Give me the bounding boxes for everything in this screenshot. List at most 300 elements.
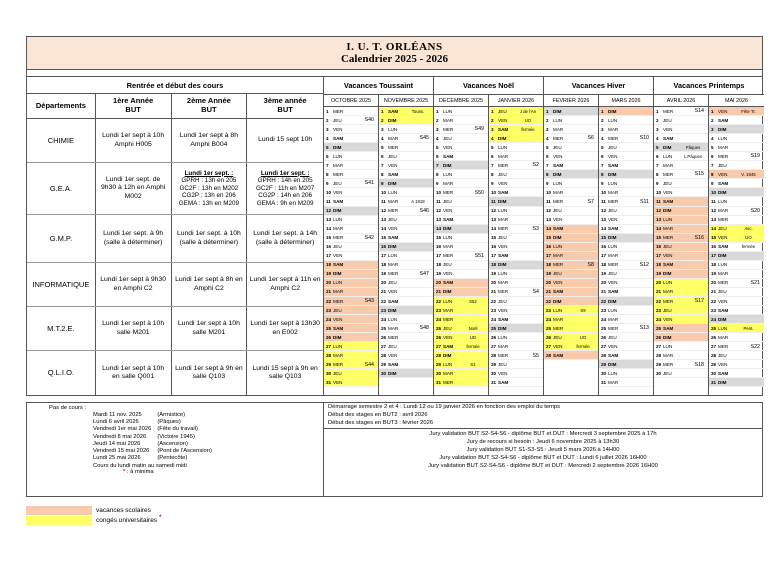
day-note: UD [469,334,477,340]
calendar-day: 17 MER [434,252,488,261]
holiday-row: Vendredi 1er mai 2026 (Fête du travail) [93,426,198,433]
calendar-day: 9 JEU [324,179,378,188]
calendar-day: 28 MAR [324,351,378,360]
calendar-day: 20 MER [709,279,764,288]
title-line2: Calendrier 2025 - 2026 [340,53,449,65]
calendar-day: 1 SAM Touss. [379,107,433,116]
day-note: J de l'An [519,108,537,114]
semester-note: Début des stages en BUT2 : avril 2026 [328,411,428,418]
calendar-day: 15 MER [654,234,708,243]
calendar-day: 19 JEU [544,270,598,279]
day-note: S9 [580,307,586,313]
calendar-day: 13 JEU [379,216,433,225]
calendar-day: 11 JEU [434,197,488,206]
calendar-day: 22 DIM [544,297,598,306]
year3-info: Lundi 15 sept 10h [258,136,313,144]
year1-info: Lundi 1er sept à 10h salle M201 [96,307,172,350]
title-box [26,36,763,70]
calendar-day: 17 DIM [709,252,764,261]
week-number: S11 [639,198,649,205]
week-number: S40 [364,117,374,124]
calendar-day: 13 VEN [599,216,653,225]
calendar-day: 20 SAM [434,279,488,288]
calendar-day: 8 SAM [379,170,433,179]
calendar-day: 7 SAM [544,161,598,170]
calendar-day: 22 MER [654,297,708,306]
calendar-day: 23 LUN [599,306,653,315]
calendar-day: 20 LUN [324,279,378,288]
calendar-day: 9 LUN [599,179,653,188]
week-number: S4 [532,289,539,296]
dates-section [324,403,762,496]
day-note: Pent. [743,325,754,331]
calendar-day: 28 DIM [434,351,488,360]
calendar-day: 1 MER [654,107,708,116]
day-note: S52 [469,298,477,304]
calendar-day: 18 LUN [709,261,764,270]
calendar-day: 16 VEN [489,243,543,252]
week-number: S7 [587,198,594,205]
rentree-section [27,77,324,395]
calendar-day: 3 SAM fermée [489,125,543,134]
calendar-day: 25 SAM [324,324,378,333]
calendar-day: 17 LUN [379,252,433,261]
calendar-day: 6 SAM [434,152,488,161]
year3-info: Lundi 1er sept à 13h30 en E002 [250,320,320,336]
calendar-day: 26 DIM [654,333,708,342]
departements-header: Départements [27,94,96,118]
year1-info: Lundi 1er sept à 10h en salle Q001 [96,351,172,395]
calendar-day: 24 SAM [489,315,543,324]
week-number: S10 [639,135,649,142]
vacation-header: Vacances Noël [434,77,544,94]
calendar-day: 20 LUN [654,279,708,288]
calendar-day: 25 MER [599,324,653,333]
month-column [379,107,434,395]
calendar-day: 21 SAM [544,288,598,297]
calendar-day: 15 LUN [434,234,488,243]
legend [26,505,161,525]
calendar-day: 22 LUN S52 [434,297,488,306]
department-name: INFORMATIQUE [27,263,96,306]
calendar-day: 12 MER [379,207,433,216]
calendar-day: 22 VEN [709,297,764,306]
calendar-day: 5 JEU [544,143,598,152]
calendar-day: 11 SAM [324,197,378,206]
legend-vacances: vacances scolaires [26,505,161,515]
calendar-day: 10 LUN [379,188,433,197]
calendar-day: 16 JEU [324,243,378,252]
calendar-day: 3 LUN [379,125,433,134]
calendar-day: 23 LUN S9 [544,306,598,315]
calendar-day: 21 JEU [709,288,764,297]
calendar-day: 9 DIM [379,179,433,188]
calendar-day: 15 SAM [379,234,433,243]
calendar-day: 13 VEN [544,216,598,225]
jury-note: Jury de recours si besoin : Jeudi 6 novembre 2025 à 13h30 [466,439,620,446]
jury-note: Jury validation BUT S2-S4-S6 - diplôme BUT et DUT : Lundi 6 juillet 2026 16H00 [439,454,647,461]
calendar-day: 16 LUN [599,243,653,252]
calendar-day: 16 LUN [544,243,598,252]
calendar-day: 5 VEN [434,143,488,152]
calendar-day: 14 VEN [379,225,433,234]
semester-note: Démarrage semestre 2 et 4 : Lundi 12 ou 19 janvier 2026 en fonction des emploi du temps [328,404,561,410]
calendar-day: 17 MAR [544,252,598,261]
month-column [599,107,654,395]
calendar-day: 5 MAR [709,143,764,152]
calendar-day: 1 LUN [434,107,488,116]
calendar-day: 21 MAR [324,288,378,297]
calendar-day: 21 MAR [654,288,708,297]
month-header: OCTOBRE 2025 [324,95,379,106]
calendar-day: 26 JEU UO [544,333,598,342]
calendar-day: 31 VEN [324,378,378,387]
day-note: UO [745,235,752,241]
week-number: S14 [694,108,704,114]
holiday-row: Mardi 11 nov. 2025 (Armistice) [93,412,186,418]
calendar-day: 23 DIM [379,306,433,315]
calendar-day: 4 MER [544,134,598,143]
calendar-day: 12 DIM [324,207,378,216]
calendar-day: 28 SAM [599,351,653,360]
month-header: AVRIL 2026 [654,95,709,106]
calendar-day: 12 JEU [544,207,598,216]
calendar-day: 28 JEU [709,351,764,360]
calendar-day: 12 DIM [654,207,708,216]
calendar-day: 28 VEN [379,351,433,360]
holiday-row: Lundi 6 avril 2026 (Pâques) [93,419,181,426]
calendar-day: 24 MER [434,315,488,324]
calendar-day: 9 MAR [434,179,488,188]
week-number: S6 [587,135,594,142]
year2-info: Lundi 1er sept à 8h en Amphi C2 [172,263,248,306]
calendar-day: 6 JEU [379,152,433,161]
calendar-day: 8 MER [324,170,378,179]
department-row [27,119,323,163]
month-header: MAI 2026 [709,95,764,106]
department-row [27,215,323,263]
calendar-day: 19 MAR [709,270,764,279]
calendar-day: 5 LUN [489,143,543,152]
calendar-day: 15 JEU [489,234,543,243]
calendar-day: 23 VEN [489,306,543,315]
year2-header: 2ème Année BUT [172,94,248,118]
week-number: S43 [364,298,374,305]
calendar-day: 5 MER [379,143,433,152]
calendar-day: 13 LUN [654,216,708,225]
rentree-header: Rentrée et début des cours [27,77,323,94]
calendar-day: 8 VEN V. 1945 [709,170,764,179]
calendar-day: 3 DIM [709,125,764,134]
calendar-day: 3 MAR [544,125,598,134]
calendar-day: 22 SAM [379,297,433,306]
day-note: fermée [466,343,480,349]
calendar-day: 10 DIM [709,188,764,197]
year1-info: Lundi 1er sept. à 9h (salle à déterminer) [96,215,172,262]
department-row [27,307,323,351]
calendar-day: 24 DIM [709,315,764,324]
day-note: A 1918 [411,198,425,204]
calendar-day: 1 JEU J de l'An [489,107,543,116]
calendar-day: 5 DIM Pâques [654,143,708,152]
calendar-day: 23 JEU [324,306,378,315]
calendar-day: 2 LUN [599,116,653,125]
calendar-day: 15 MER [324,234,378,243]
calendar-day: 29 JEU [489,360,543,369]
calendar-day: 10 MAR [599,188,653,197]
calendar-day: 11 SAM [654,197,708,206]
week-number: S19 [750,153,760,160]
calendar-day: 27 LUN [324,342,378,351]
calendar-day: 18 JEU [434,261,488,270]
week-number: S22 [750,343,760,350]
calendar-day: 26 MER [379,333,433,342]
year1-info: Lundi 1er sept à 9h30 en Amphi C2 [96,263,172,306]
calendar-day: 15 DIM [544,234,598,243]
calendar-day: 19 JEU [599,270,653,279]
calendar-day: 17 MAR [599,252,653,261]
calendar-day: 30 DIM [379,369,433,378]
week-number: S13 [639,325,649,332]
calendar-day: 22 MER [324,297,378,306]
calendar-day: 4 JEU [434,134,488,143]
calendar-day: 9 SAM [709,179,764,188]
month-header: DECEMBRE 2025 [434,95,489,106]
calendar-day: 8 DIM [599,170,653,179]
calendar-day: 5 DIM [324,143,378,152]
calendar-day: 17 VEN [324,252,378,261]
calendar-day: 22 JEU [489,297,543,306]
calendar-day: 13 MER [709,216,764,225]
jury-note: Jury validation BUT S1-S3-S5 : Jeudi 5 mars 2026 à 14H00 [466,447,620,454]
footer [26,402,763,497]
calendar-day: 9 JEU [654,179,708,188]
department-name: M.T.2.E. [27,307,96,350]
calendar-day: 17 VEN [654,252,708,261]
department-name: Q.L.I.O. [27,351,96,395]
calendar-day: 14 SAM [599,225,653,234]
calendar-day: 17 SAM [489,252,543,261]
calendar-day: 21 DIM [434,288,488,297]
jury-note: Jury validation BUT S2-S4-S6 - diplôme BUT et DUT : Mercredi 2 septembre 2026 16H00 [428,462,658,469]
no-class-label: Pas de cours : [49,405,87,411]
calendar-day: 15 VEN UO [709,234,764,243]
calendar-day: 16 MAR [434,243,488,252]
main-table [26,76,763,396]
calendar-day: 24 LUN [379,315,433,324]
calendar-day: 29 LUN S1 [434,360,488,369]
calendar-day: 21 VEN [379,288,433,297]
month-column [544,107,599,395]
calendar-day: 8 MER [654,170,708,179]
holiday-row: Vendredi 8 mai 2026 (Victoire 1945) [93,433,195,440]
holiday-row: Vendredi 15 mai 2026 (Pont de l'Ascension) [93,448,212,455]
calendar-day: 7 MER [489,161,543,170]
calendar-day: 30 VEN [489,369,543,378]
calendar-day: 31 MAR [599,378,653,387]
calendar-day: 14 MAR [324,225,378,234]
samedi-note: Cours du lundi matin au samedi midi [93,462,187,469]
calendar-day: 21 MER [489,288,543,297]
calendar-day: 27 MAR [489,342,543,351]
calendar-day: 18 MER [599,261,653,270]
calendar-day: 1 DIM [599,107,653,116]
calendar-day: 30 JEU [324,369,378,378]
month-column [324,107,379,395]
year2-info: Lundi 1er sept. à 10h (salle à déterminer) [172,215,248,262]
calendar-day: 4 SAM [324,134,378,143]
calendar-day: 20 JEU [379,279,433,288]
calendar-day: 29 SAM [379,360,433,369]
calendar-day: 4 MAR [379,134,433,143]
calendar-day: 10 MAR [544,188,598,197]
day-note: fermée [576,343,590,349]
day-note: Touss. [411,108,425,114]
calendar-day: 10 VEN [654,188,708,197]
holiday-row: Lundi 25 mai 2026 (Pentecôte) [93,455,188,462]
calendar-day: 26 VEN UD [434,333,488,342]
calendar-day: 28 SAM [544,351,598,360]
calendar-day: 2 VEN UO [489,116,543,125]
calendar-day: 7 MAR [324,161,378,170]
calendar-day: 14 MAR [654,225,708,234]
calendar-day: 16 DIM [379,243,433,252]
month-header: JANVIER 2026 [489,95,544,106]
calendar-day: 30 MAR [434,369,488,378]
calendar-day: 12 LUN [489,207,543,216]
calendar-day: 23 JEU [654,306,708,315]
calendar-day: 14 MER [489,225,543,234]
day-note: L Pâques [684,153,702,159]
month-header: MARS 2026 [599,95,654,106]
holiday-row: Jeudi 14 mai 2026 (Ascension) [93,440,188,447]
calendar-day: 10 MER [434,188,488,197]
department-name: G.M.P. [27,215,96,262]
week-number: S50 [474,189,484,196]
week-number: S51 [474,252,484,259]
calendar-day: 14 SAM [544,225,598,234]
calendar-day: 1 MER [324,107,378,116]
calendar-day: 4 DIM [489,134,543,143]
calendar-day: 16 SAM fermée [709,243,764,252]
year3-info: Lundi 15 sept à 9h en salle Q103 [252,364,318,380]
calendar-day: 19 MER [379,270,433,279]
calendar-day: 20 VEN [544,279,598,288]
calendar-day: 12 JEU [599,207,653,216]
calendar-day: 18 SAM [654,261,708,270]
calendar-day: 6 LUN [324,152,378,161]
calendar-day: 2 SAM [709,116,764,125]
year3-info: Lundi 1er sept. : GPRH : 14h en 205 GC2F : 11h en M207 CG2P : 14h en 206 GEMA : 9h en M209 [255,169,315,207]
calendar-day: 3 VEN [654,125,708,134]
calendar-day: 25 LUN Pent. [709,324,764,333]
calendar-day: 18 MER [544,261,598,270]
calendar-day: 23 SAM [709,306,764,315]
calendar-day: 4 MER [599,134,653,143]
calendar-day: 21 SAM [599,288,653,297]
calendar-day: 8 JEU [489,170,543,179]
calendar-day: 5 JEU [599,143,653,152]
day-note: UO [524,117,532,123]
calendar-day: 7 JEU [709,161,764,170]
vacation-header: Vacances Printemps [673,81,745,90]
calendar-day: 8 LUN [434,170,488,179]
calendar-day: 28 MAR [654,351,708,360]
calendar-day: 10 SAM [489,188,543,197]
calendar-day: 29 VEN [709,360,764,369]
year1-info: Lundi 1er sept. de 9h30 à 12h en Amphi M002 [96,163,172,214]
calendar-day: 1 DIM [544,107,598,116]
calendar-day: 24 VEN [324,315,378,324]
jury-note: Jury validation BUT S2-S4-S6 - diplôme BUT et DUT : Mercredi 3 septembre 2025 à 17h [429,431,657,438]
month-header: FEVRIER 2026 [544,95,599,106]
calendar-day: 2 JEU [324,116,378,125]
calendar-day: 20 MAR [489,279,543,288]
calendar-day: 26 JEU [599,333,653,342]
month-column [434,107,489,395]
week-number: S8 [587,262,594,269]
calendar-day: 7 MAR [654,161,708,170]
calendar-day: 26 MAR [709,333,764,342]
week-number: S2 [532,162,539,169]
day-note: Pâques [685,144,701,150]
calendar-day: 13 LUN [324,216,378,225]
year2-info: Lundi 1er sept. : GPRH : 13h en 205 GC2F : 13h en M202 CG2P : 13h en 206 GEMA : 13h en M209 [172,163,248,214]
week-number: S49 [474,126,484,133]
calendar-day: 27 SAM fermée [434,342,488,351]
calendar-day: 19 DIM [324,270,378,279]
day-note: V. 1945 [741,171,756,177]
calendar-day: 25 SAM [654,324,708,333]
calendar-day: 27 VEN fermée [544,342,598,351]
calendar-day: 30 LUN [599,369,653,378]
calendar-day: 3 VEN [324,125,378,134]
calendar-day: 14 JEU Asc. [709,225,764,234]
calendar-day: 2 DIM [379,116,433,125]
department-name: CHIMIE [27,119,96,162]
calendar-day: 31 SAM [489,378,543,387]
calendar-day: 1 VEN Fête Tr. [709,107,764,116]
calendar-day: 9 VEN [489,179,543,188]
calendar-day: 22 DIM [599,297,653,306]
semester-note: Début des stages en BUT3 : février 2026 [328,419,434,426]
department-row [27,163,323,215]
calendar-day: 11 MAR A 1918 [379,197,433,206]
calendar-day: 12 MAR [709,207,764,216]
calendar-day: 7 SAM [599,161,653,170]
calendar-day: 19 DIM [654,270,708,279]
department-row [27,351,323,395]
week-number: S42 [364,234,374,241]
calendar-day: 11 LUN [709,197,764,206]
calendar-day: 24 MAR [544,315,598,324]
week-number: S18 [694,361,704,368]
year2-info: Lundi 1er sept à 8h Amphi B004 [172,119,248,162]
week-number: S48 [419,325,429,332]
month-header: NOVEMBRE 2025 [379,95,434,106]
calendar-day: 24 VEN [654,315,708,324]
calendar-day: 3 MER [434,125,488,134]
calendar-day: 30 JEU [654,369,708,378]
calendar-day: 9 LUN [544,179,598,188]
year3-info: Lundi 1er sept à 11h en Amphi C2 [249,276,321,292]
day-note: Asc. [744,226,753,232]
calendar-day: 31 DIM [709,378,764,387]
month-column [489,107,544,395]
year1-info: Lundi 1er sept à 10h Amphi H005 [96,119,172,162]
calendar-day: 12 VEN [434,207,488,216]
calendar-day: 3 MAR [599,125,653,134]
